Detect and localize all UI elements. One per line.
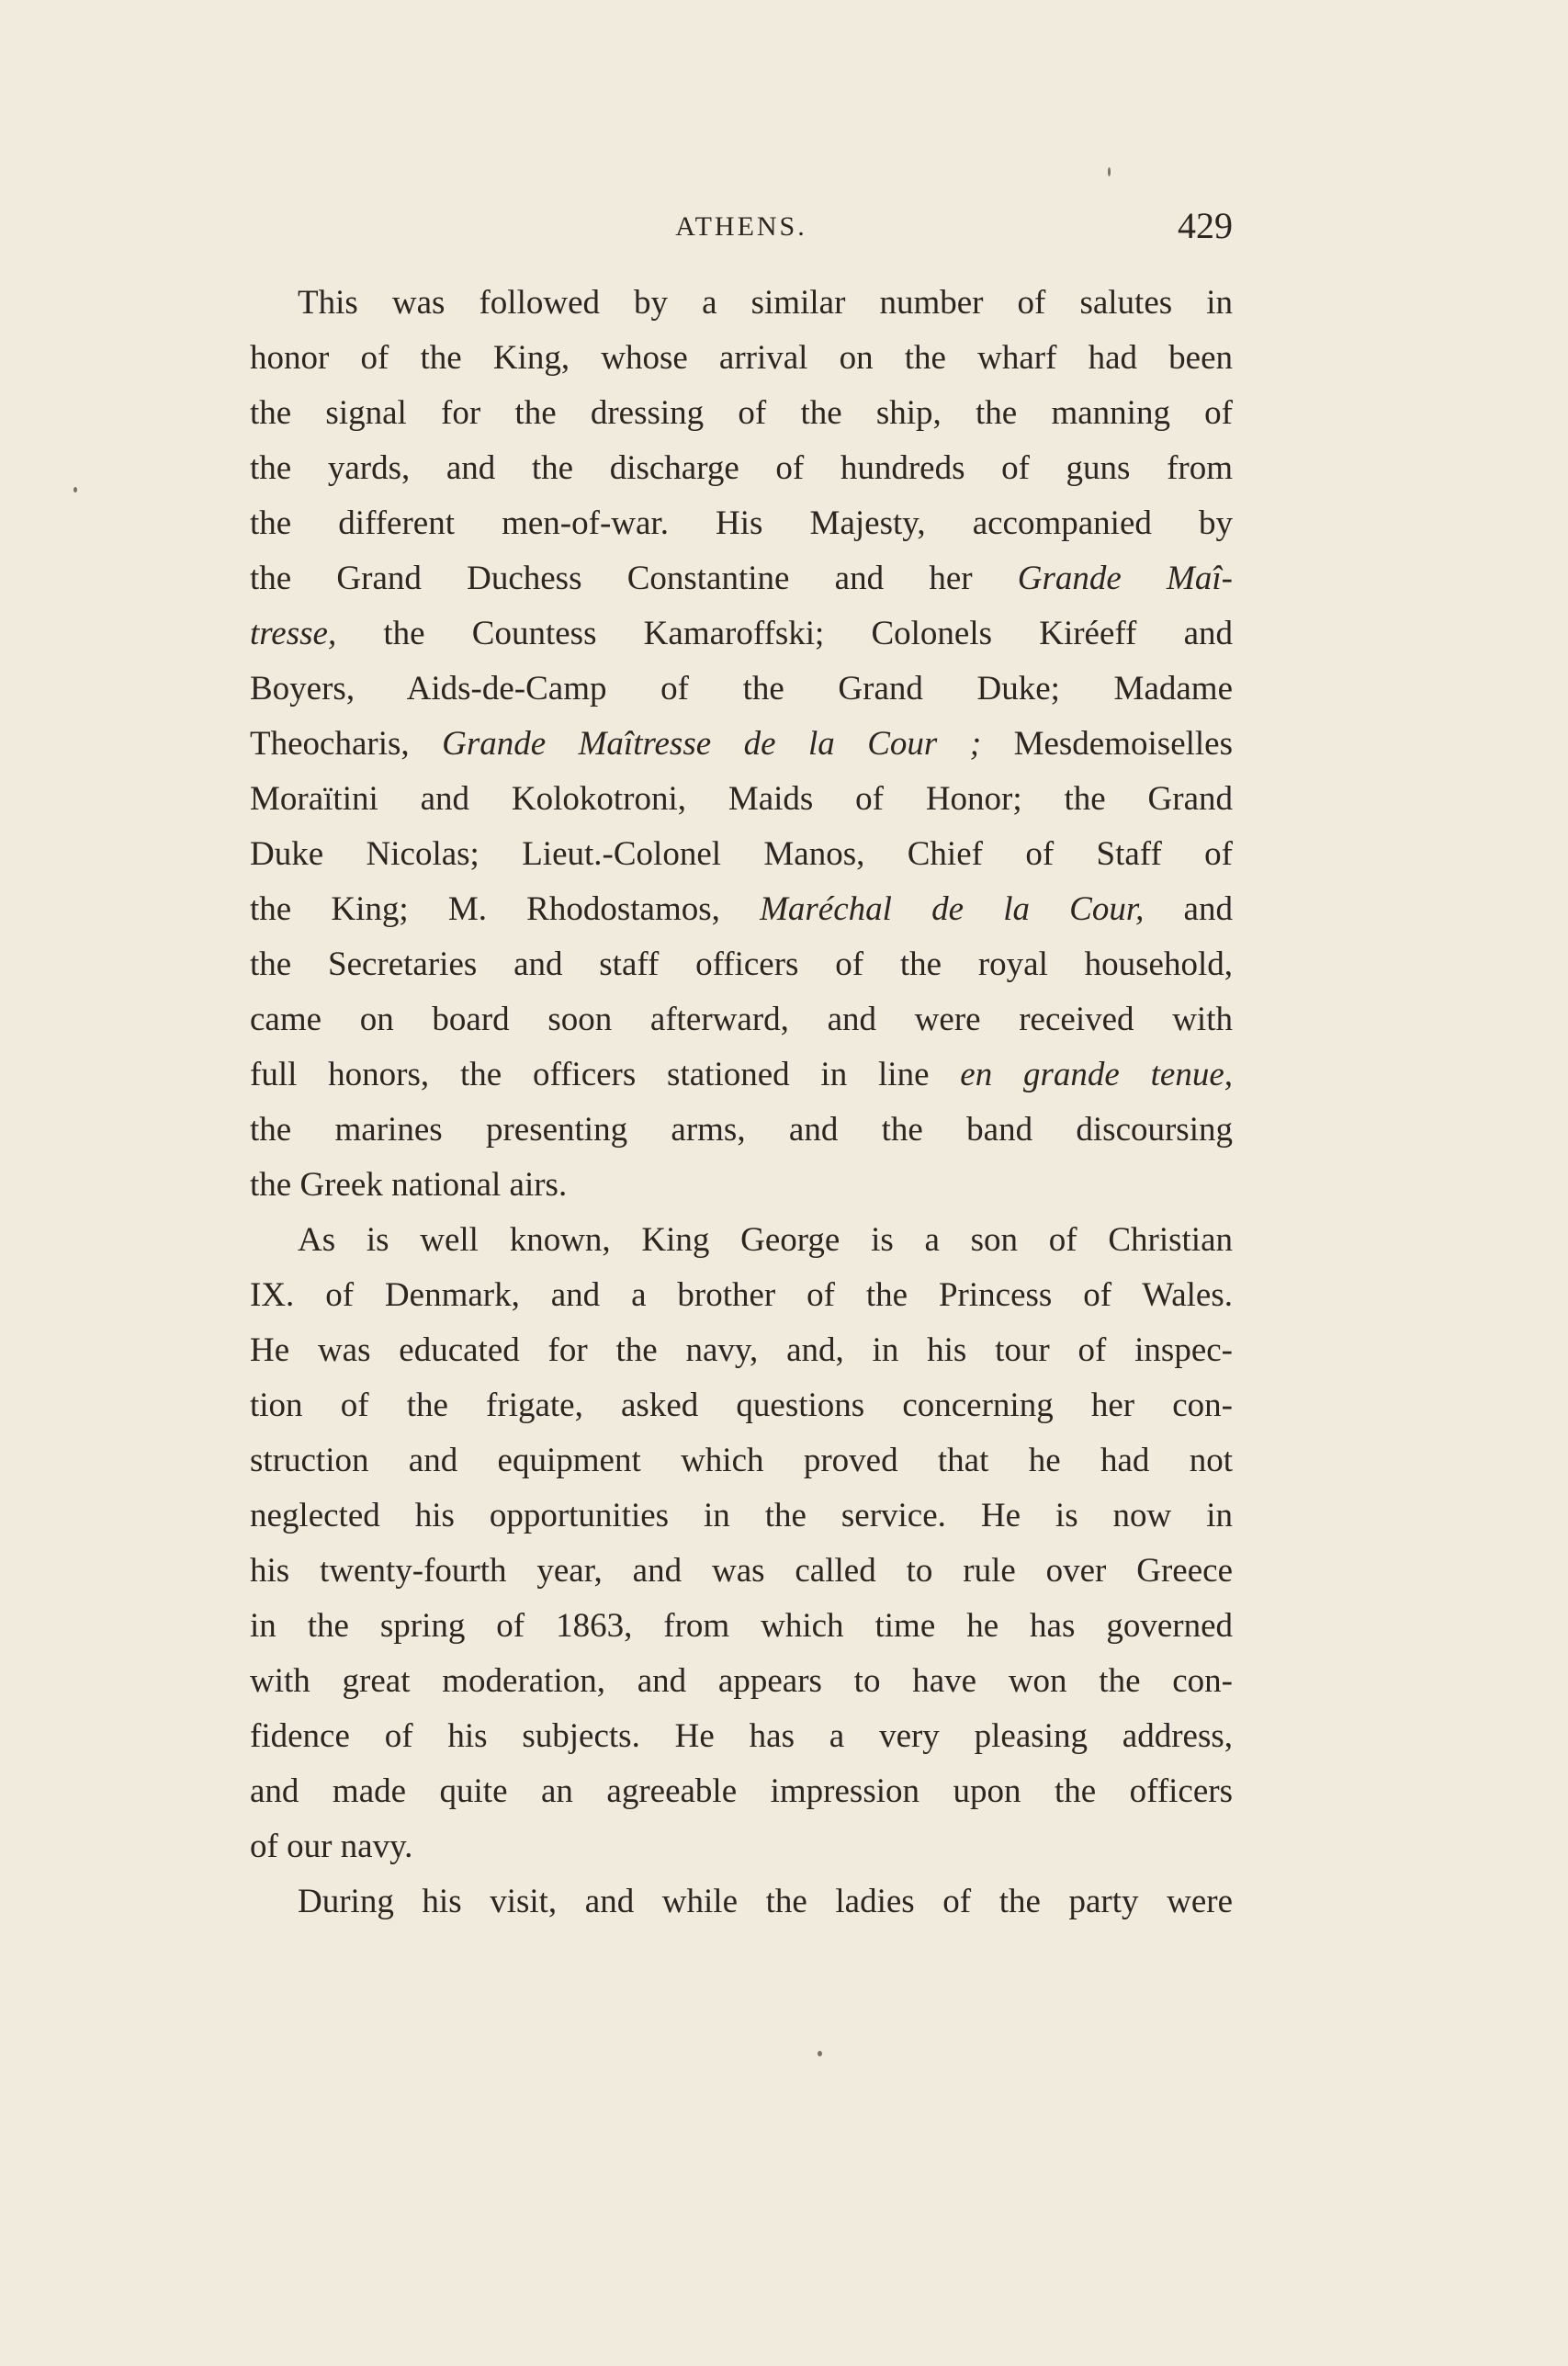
line-text: the Greek national airs.: [250, 1166, 568, 1204]
text-line: [250, 1268, 1233, 1323]
text-line: [250, 1819, 1233, 1874]
line-text: the Grand Duchess Constantine and her: [250, 560, 1018, 597]
line-text: the different men-of-war. His Majesty, accompanied by: [250, 504, 1233, 542]
line-text: came on board soon afterward, and were received with: [250, 1001, 1233, 1038]
text-line: [250, 496, 1233, 551]
running-head: [250, 204, 1233, 252]
line-text: neglected his opportunities in the service. He is now in: [250, 1497, 1233, 1534]
ink-speck: [818, 2051, 822, 2056]
line-text: the marines presenting arms, and the band discoursing: [250, 1111, 1233, 1149]
line-text: During his visit, and while the ladies of the party were: [298, 1883, 1233, 1920]
text-line: [250, 1433, 1233, 1489]
line-text: and: [1144, 890, 1233, 928]
text-line: [250, 992, 1233, 1047]
line-text: He was educated for the navy, and, in his tour of inspec-: [250, 1331, 1233, 1369]
line-text: in the spring of 1863, from which time he has governed: [250, 1607, 1233, 1645]
line-text: the yards, and the discharge of hundreds of guns from: [250, 449, 1233, 487]
italic-phrase: Grande Maîtresse de la Cour ;: [442, 725, 982, 763]
line-text: his twenty-fourth year, and was called to rule over Greece: [250, 1552, 1233, 1590]
page-number: 429: [1178, 205, 1233, 246]
text-line: [250, 551, 1233, 606]
text-line: [250, 882, 1233, 937]
line-text: of our navy.: [250, 1828, 413, 1865]
line-text: As is well known, King George is a son of Christian: [298, 1221, 1233, 1259]
line-text: Theocharis,: [250, 725, 443, 763]
line-text: the signal for the dressing of the ship, the manning of: [250, 394, 1233, 432]
text-line: [250, 1323, 1233, 1378]
text-line: [250, 276, 1233, 331]
line-text: Duke Nicolas; Lieut.-Colonel Manos, Chief of Staff of: [250, 835, 1233, 873]
italic-phrase: en grande tenue,: [960, 1056, 1233, 1093]
italic-phrase: tresse,: [250, 615, 337, 652]
text-line: [250, 937, 1233, 992]
line-text: struction and equipment which proved that he had not: [250, 1442, 1233, 1479]
line-text: IX. of Denmark, and a brother of the Princess of Wales.: [250, 1276, 1233, 1314]
italic-phrase: Maréchal de la Cour,: [760, 890, 1145, 928]
text-line: [250, 1654, 1233, 1709]
text-line: [250, 386, 1233, 441]
line-text: full honors, the officers stationed in line: [250, 1056, 961, 1093]
line-text: tion of the frigate, asked questions concerning her con-: [250, 1387, 1233, 1424]
text-line: [250, 1599, 1233, 1654]
line-text: the King; M. Rhodostamos,: [250, 890, 761, 928]
line-text: This was followed by a similar number of salutes in: [298, 284, 1233, 322]
text-line: [250, 606, 1233, 662]
line-text: the Countess Kamaroffski; Colonels Kiréeff and: [336, 615, 1233, 652]
line-text: fidence of his subjects. He has a very pleasing address,: [250, 1717, 1233, 1755]
ink-speck: [1108, 167, 1111, 176]
italic-phrase: Grande Maî-: [1017, 560, 1233, 597]
text-line: [250, 1544, 1233, 1599]
text-line: [250, 827, 1233, 882]
line-text: and made quite an agreeable impression upon the officers: [250, 1772, 1233, 1810]
line-text: the Secretaries and staff officers of the royal household,: [250, 945, 1233, 983]
text-line: [250, 1764, 1233, 1819]
text-line: [250, 717, 1233, 772]
text-line: [250, 772, 1233, 827]
line-text: Moraïtini and Kolokotroni, Maids of Honor; the Grand: [250, 780, 1233, 818]
ink-speck: [73, 487, 77, 492]
text-line: [250, 1103, 1233, 1158]
text-line: [250, 1047, 1233, 1103]
text-line: [250, 1709, 1233, 1764]
text-line: [250, 662, 1233, 717]
text-line: [250, 331, 1233, 386]
text-line: [250, 1213, 1233, 1268]
text-line: [250, 1489, 1233, 1544]
text-line: [250, 441, 1233, 496]
running-title: ATHENS.: [675, 211, 807, 242]
text-line: [250, 1158, 1233, 1213]
text-line: [250, 1874, 1233, 1930]
line-text: honor of the King, whose arrival on the wharf had been: [250, 339, 1233, 377]
line-text: Mesdemoiselles: [981, 725, 1233, 763]
line-text: Boyers, Aids-de-Camp of the Grand Duke; Madame: [250, 670, 1233, 708]
line-text: with great moderation, and appears to have won the con-: [250, 1662, 1233, 1700]
text-line: [250, 1378, 1233, 1433]
body-text: [250, 276, 1233, 1930]
